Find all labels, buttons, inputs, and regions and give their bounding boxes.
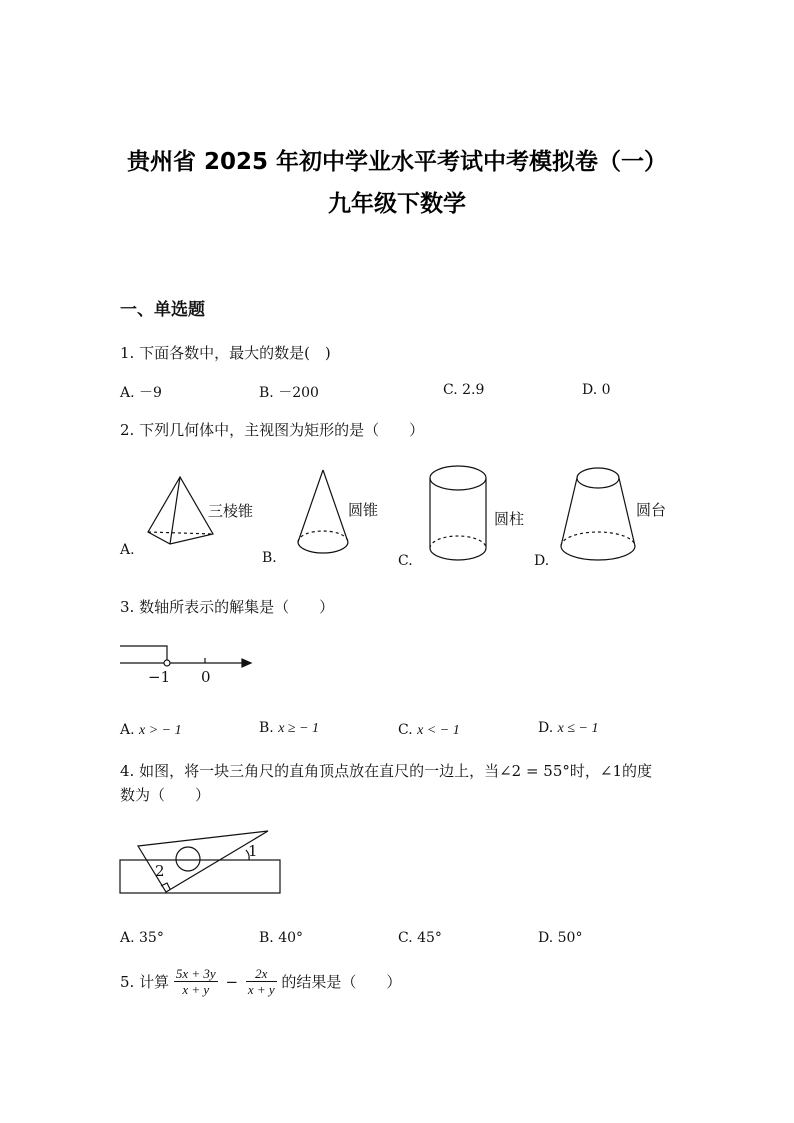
fraction-1-denominator: x + y <box>182 982 210 997</box>
question-2-option-b: B. <box>262 550 277 566</box>
figure-label-pyramid: 三棱锥 <box>208 502 254 520</box>
figure-label-cylinder: 圆柱 <box>494 510 525 528</box>
fraction-2-denominator: x + y <box>247 982 275 997</box>
question-5-suffix: 的结果是（ ） <box>281 973 402 991</box>
question-1-option-b: B. －200 <box>259 385 319 401</box>
option-d-math: x ≤ − 1 <box>557 721 599 736</box>
question-3-option-a: A. x > − 1 <box>120 722 182 738</box>
question-2-option-d: D. <box>534 553 550 569</box>
question-2-option-a: A. <box>120 542 135 558</box>
fraction-2-numerator: 2x <box>246 966 277 982</box>
axis-label-minus-one: −1 <box>148 668 171 686</box>
figure-label-cone: 圆锥 <box>348 501 379 519</box>
question-2-option-c: C. <box>398 553 413 569</box>
axis-label-zero: 0 <box>201 668 211 686</box>
option-a-math: x > − 1 <box>139 723 182 738</box>
cylinder-figure <box>425 462 491 570</box>
question-4-option-d: D. 50° <box>538 930 583 946</box>
question-5-prefix: 5. 计算 <box>120 973 170 991</box>
angle-label-2: 2 <box>155 862 165 880</box>
question-4-stem-line2: 数为（ ） <box>120 786 211 804</box>
section-heading: 一、单选题 <box>120 300 205 320</box>
question-3-option-d: D. x ≤ − 1 <box>538 720 599 736</box>
question-4-stem-line1: 4. 如图，将一块三角尺的直角顶点放在直尺的一边上，当∠2 = 55°时，∠1的度 <box>120 762 652 780</box>
frustum-figure <box>557 462 639 570</box>
option-c-math: x < − 1 <box>417 723 460 738</box>
cone-figure <box>293 466 353 562</box>
fraction-2 <box>246 966 277 997</box>
question-1-option-d: D. 0 <box>582 382 611 398</box>
question-5-stem <box>120 966 401 997</box>
fraction-1-numerator: 5x + 3y <box>175 966 216 981</box>
exam-subtitle: 九年级下数学 <box>328 191 466 217</box>
question-1-stem: 1. 下面各数中，最大的数是( ) <box>120 344 331 362</box>
fraction-1 <box>174 966 218 997</box>
angle-label-1: 1 <box>248 842 258 860</box>
option-b-math: x ≥ − 1 <box>278 721 320 736</box>
question-3-option-c: C. x < − 1 <box>398 722 460 738</box>
number-line-figure <box>118 640 258 688</box>
question-2-stem: 2. 下列几何体中，主视图为矩形的是（ ） <box>120 421 425 439</box>
question-4-option-a: A. 35° <box>120 930 164 946</box>
ruler-triangle-figure <box>118 826 284 896</box>
minus-sign: − <box>225 972 239 991</box>
question-1-option-c: C. 2.9 <box>443 382 485 398</box>
question-4-option-b: B. 40° <box>259 930 304 946</box>
question-1-option-a: A. －9 <box>120 385 162 401</box>
question-3-stem: 3. 数轴所表示的解集是（ ） <box>120 598 335 616</box>
figure-label-frustum: 圆台 <box>636 501 667 519</box>
question-4-option-c: C. 45° <box>398 930 442 946</box>
exam-title: 贵州省 2025 年初中学业水平考试中考模拟卷（一） <box>126 149 668 175</box>
question-3-option-b: B. x ≥ − 1 <box>259 720 320 736</box>
